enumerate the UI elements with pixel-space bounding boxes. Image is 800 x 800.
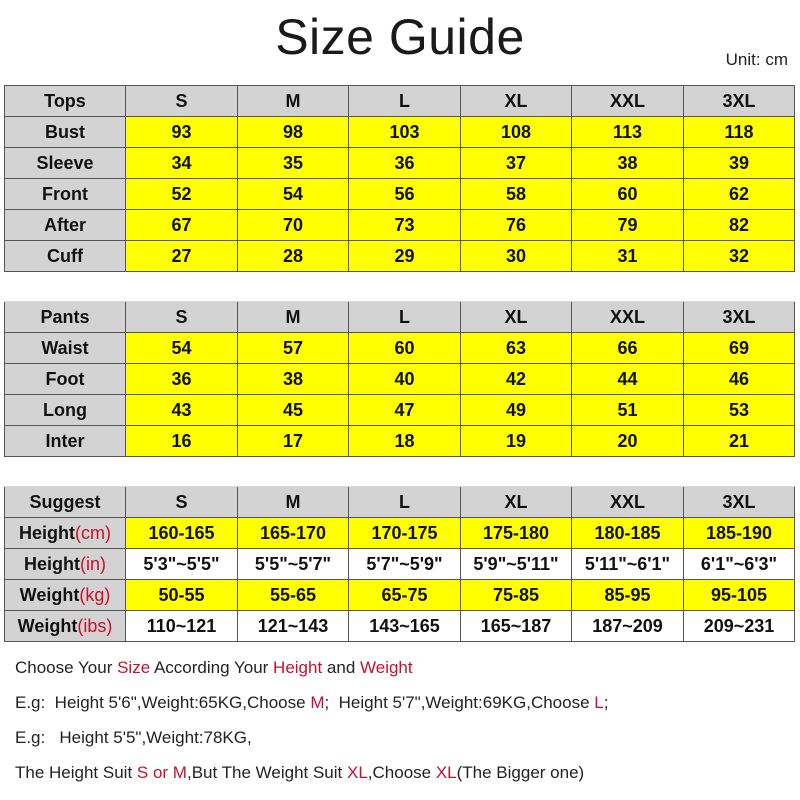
note-highlight: XL	[346, 763, 368, 782]
measurement-cell: 57	[238, 333, 349, 364]
measurement-cell: 36	[126, 364, 238, 395]
measurement-cell: 27	[126, 241, 238, 272]
row-label-text: Weight	[17, 615, 78, 636]
row-label-unit: (cm)	[75, 522, 111, 543]
measurement-cell: 93	[126, 117, 238, 148]
spacer-cell	[5, 457, 126, 487]
size-header-xl: XL	[461, 487, 572, 518]
row-label: Foot	[5, 364, 126, 395]
row-label: Front	[5, 179, 126, 210]
spacer-cell	[349, 457, 461, 487]
size-header-s: S	[126, 86, 238, 117]
measurement-cell: 49	[461, 395, 572, 426]
size-header-l: L	[349, 302, 461, 333]
size-header-s: S	[126, 487, 238, 518]
suggest-row-weight-kg	[5, 580, 795, 611]
measurement-cell: 108	[461, 117, 572, 148]
spacer-cell	[349, 272, 461, 302]
note-highlight: Size	[117, 658, 151, 677]
suggest-row-height-in	[5, 549, 795, 580]
row-label: Waist	[5, 333, 126, 364]
suggestion-cell: 5'5"~5'7"	[238, 549, 349, 580]
tops-row-sleeve	[5, 148, 795, 179]
tops-row-after	[5, 210, 795, 241]
suggestion-cell: 5'11"~6'1"	[572, 549, 684, 580]
measurement-cell: 67	[126, 210, 238, 241]
measurement-cell: 60	[349, 333, 461, 364]
measurement-cell: 69	[684, 333, 795, 364]
spacer-cell	[684, 272, 795, 302]
measurement-cell: 54	[126, 333, 238, 364]
size-header-m: M	[238, 86, 349, 117]
size-header-m: M	[238, 487, 349, 518]
size-header-3xl: 3XL	[684, 487, 795, 518]
suggest-row-weight-ibs	[5, 611, 795, 642]
row-label-unit: (kg)	[79, 584, 111, 605]
note-highlight: L	[594, 693, 604, 712]
row-label: Sleeve	[5, 148, 126, 179]
note-line-1	[15, 655, 795, 690]
suggestion-cell: 187~209	[572, 611, 684, 642]
measurement-cell: 42	[461, 364, 572, 395]
suggestion-cell: 95-105	[684, 580, 795, 611]
suggest-row-height-cm	[5, 518, 795, 549]
tops-row-front	[5, 179, 795, 210]
measurement-cell: 51	[572, 395, 684, 426]
tops-row-cuff	[5, 241, 795, 272]
row-label: Cuff	[5, 241, 126, 272]
note-text: and	[322, 658, 360, 677]
measurement-cell: 18	[349, 426, 461, 457]
note-highlight: XL	[435, 763, 457, 782]
measurement-cell: 46	[684, 364, 795, 395]
row-label	[5, 549, 126, 580]
size-header-xxl: XXL	[572, 86, 684, 117]
row-label-unit: (ibs)	[77, 615, 113, 636]
measurement-cell: 28	[238, 241, 349, 272]
measurement-cell: 39	[684, 148, 795, 179]
suggestion-cell: 85-95	[572, 580, 684, 611]
note-text: E.g: Height 5'6",Weight:65KG,Choose	[15, 693, 311, 712]
measurement-cell: 35	[238, 148, 349, 179]
measurement-cell: 45	[238, 395, 349, 426]
row-label	[5, 611, 126, 642]
note-line-4	[15, 760, 795, 795]
measurement-cell: 82	[684, 210, 795, 241]
note-text: E.g: Height 5'5",Weight:78KG,	[15, 728, 252, 747]
measurement-cell: 29	[349, 241, 461, 272]
measurement-cell: 103	[349, 117, 461, 148]
suggestion-cell: 5'7"~5'9"	[349, 549, 461, 580]
measurement-cell: 34	[126, 148, 238, 179]
note-line-2	[15, 690, 795, 725]
measurement-cell: 40	[349, 364, 461, 395]
size-header-xxl: XXL	[572, 302, 684, 333]
note-highlight: M	[310, 693, 325, 712]
measurement-cell: 21	[684, 426, 795, 457]
row-label-text: Height	[19, 522, 75, 543]
measurement-cell: 73	[349, 210, 461, 241]
spacer-cell	[238, 272, 349, 302]
measurement-cell: 54	[238, 179, 349, 210]
note-text: (The Bigger one)	[456, 763, 585, 782]
size-header-3xl: 3XL	[684, 302, 795, 333]
spacer-cell	[684, 457, 795, 487]
size-header-xl: XL	[461, 86, 572, 117]
spacer-cell	[238, 457, 349, 487]
suggestion-cell: 165~187	[461, 611, 572, 642]
measurement-cell: 70	[238, 210, 349, 241]
spacer-cell	[572, 457, 684, 487]
note-text: The Height Suit	[15, 763, 137, 782]
pants-header-row	[5, 302, 795, 333]
spacer-cell	[126, 457, 238, 487]
suggestion-cell: 175-180	[461, 518, 572, 549]
suggest-section-label: Suggest	[5, 487, 126, 518]
size-header-3xl: 3XL	[684, 86, 795, 117]
measurement-cell: 37	[461, 148, 572, 179]
measurement-cell: 52	[126, 179, 238, 210]
pants-row-inter	[5, 426, 795, 457]
measurement-cell: 19	[461, 426, 572, 457]
suggestion-cell: 160-165	[126, 518, 238, 549]
measurement-cell: 17	[238, 426, 349, 457]
measurement-cell: 60	[572, 179, 684, 210]
note-text: ;	[603, 693, 609, 712]
pants-row-foot	[5, 364, 795, 395]
note-text: ,But The Weight Suit	[186, 763, 347, 782]
suggestion-cell: 143~165	[349, 611, 461, 642]
section-spacer-2	[5, 457, 795, 487]
measurement-cell: 62	[684, 179, 795, 210]
row-label: Bust	[5, 117, 126, 148]
tops-row-bust	[5, 117, 795, 148]
suggestion-cell: 165-170	[238, 518, 349, 549]
measurement-cell: 98	[238, 117, 349, 148]
size-header-m: M	[238, 302, 349, 333]
suggestion-cell: 65-75	[349, 580, 461, 611]
row-label: Inter	[5, 426, 126, 457]
pants-section-label: Pants	[5, 302, 126, 333]
size-header-xl: XL	[461, 302, 572, 333]
note-text: According Your	[150, 658, 274, 677]
note-text: ,Choose	[367, 763, 436, 782]
row-label-text: Weight	[19, 584, 80, 605]
suggestion-cell: 170-175	[349, 518, 461, 549]
size-header-s: S	[126, 302, 238, 333]
measurement-cell: 20	[572, 426, 684, 457]
measurement-cell: 63	[461, 333, 572, 364]
unit-label: Unit: cm	[725, 50, 788, 69]
suggestion-cell: 55-65	[238, 580, 349, 611]
measurement-cell: 76	[461, 210, 572, 241]
suggestion-cell: 121~143	[238, 611, 349, 642]
tops-header-row	[5, 86, 795, 117]
suggestion-cell: 50-55	[126, 580, 238, 611]
spacer-cell	[572, 272, 684, 302]
suggestion-cell: 5'9"~5'11"	[461, 549, 572, 580]
row-label	[5, 580, 126, 611]
suggestion-cell: 5'3"~5'5"	[126, 549, 238, 580]
measurement-cell: 43	[126, 395, 238, 426]
note-highlight: Weight	[360, 658, 413, 677]
suggestion-cell: 209~231	[684, 611, 795, 642]
spacer-cell	[461, 272, 572, 302]
section-spacer-1	[5, 272, 795, 302]
suggestion-cell: 75-85	[461, 580, 572, 611]
measurement-cell: 56	[349, 179, 461, 210]
note-text: Choose Your	[15, 658, 118, 677]
suggestion-cell: 110~121	[126, 611, 238, 642]
measurement-cell: 36	[349, 148, 461, 179]
measurement-cell: 38	[572, 148, 684, 179]
note-text: ; Height 5'7",Weight:69KG,Choose	[324, 693, 595, 712]
size-table	[4, 85, 795, 642]
spacer-cell	[126, 272, 238, 302]
measurement-cell: 118	[684, 117, 795, 148]
measurement-cell: 66	[572, 333, 684, 364]
measurement-cell: 113	[572, 117, 684, 148]
measurement-cell: 31	[572, 241, 684, 272]
suggestion-cell: 6'1"~6'3"	[684, 549, 795, 580]
measurement-cell: 58	[461, 179, 572, 210]
row-label: After	[5, 210, 126, 241]
note-line-3	[15, 725, 795, 760]
measurement-cell: 53	[684, 395, 795, 426]
size-notes	[15, 655, 795, 795]
measurement-cell: 30	[461, 241, 572, 272]
measurement-cell: 47	[349, 395, 461, 426]
pants-row-long	[5, 395, 795, 426]
suggestion-cell: 180-185	[572, 518, 684, 549]
spacer-cell	[461, 457, 572, 487]
note-highlight: S or M	[136, 763, 187, 782]
row-label-text: Height	[24, 553, 80, 574]
size-header-l: L	[349, 487, 461, 518]
spacer-cell	[5, 272, 126, 302]
measurement-cell: 38	[238, 364, 349, 395]
row-label-unit: (in)	[80, 553, 106, 574]
size-header-xxl: XXL	[572, 487, 684, 518]
row-label: Long	[5, 395, 126, 426]
pants-row-waist	[5, 333, 795, 364]
size-header-l: L	[349, 86, 461, 117]
row-label	[5, 518, 126, 549]
tops-section-label: Tops	[5, 86, 126, 117]
page-title: Size Guide	[275, 9, 525, 65]
suggestion-cell: 185-190	[684, 518, 795, 549]
measurement-cell: 79	[572, 210, 684, 241]
measurement-cell: 16	[126, 426, 238, 457]
suggest-header-row	[5, 487, 795, 518]
note-highlight: Height	[273, 658, 323, 677]
measurement-cell: 44	[572, 364, 684, 395]
measurement-cell: 32	[684, 241, 795, 272]
